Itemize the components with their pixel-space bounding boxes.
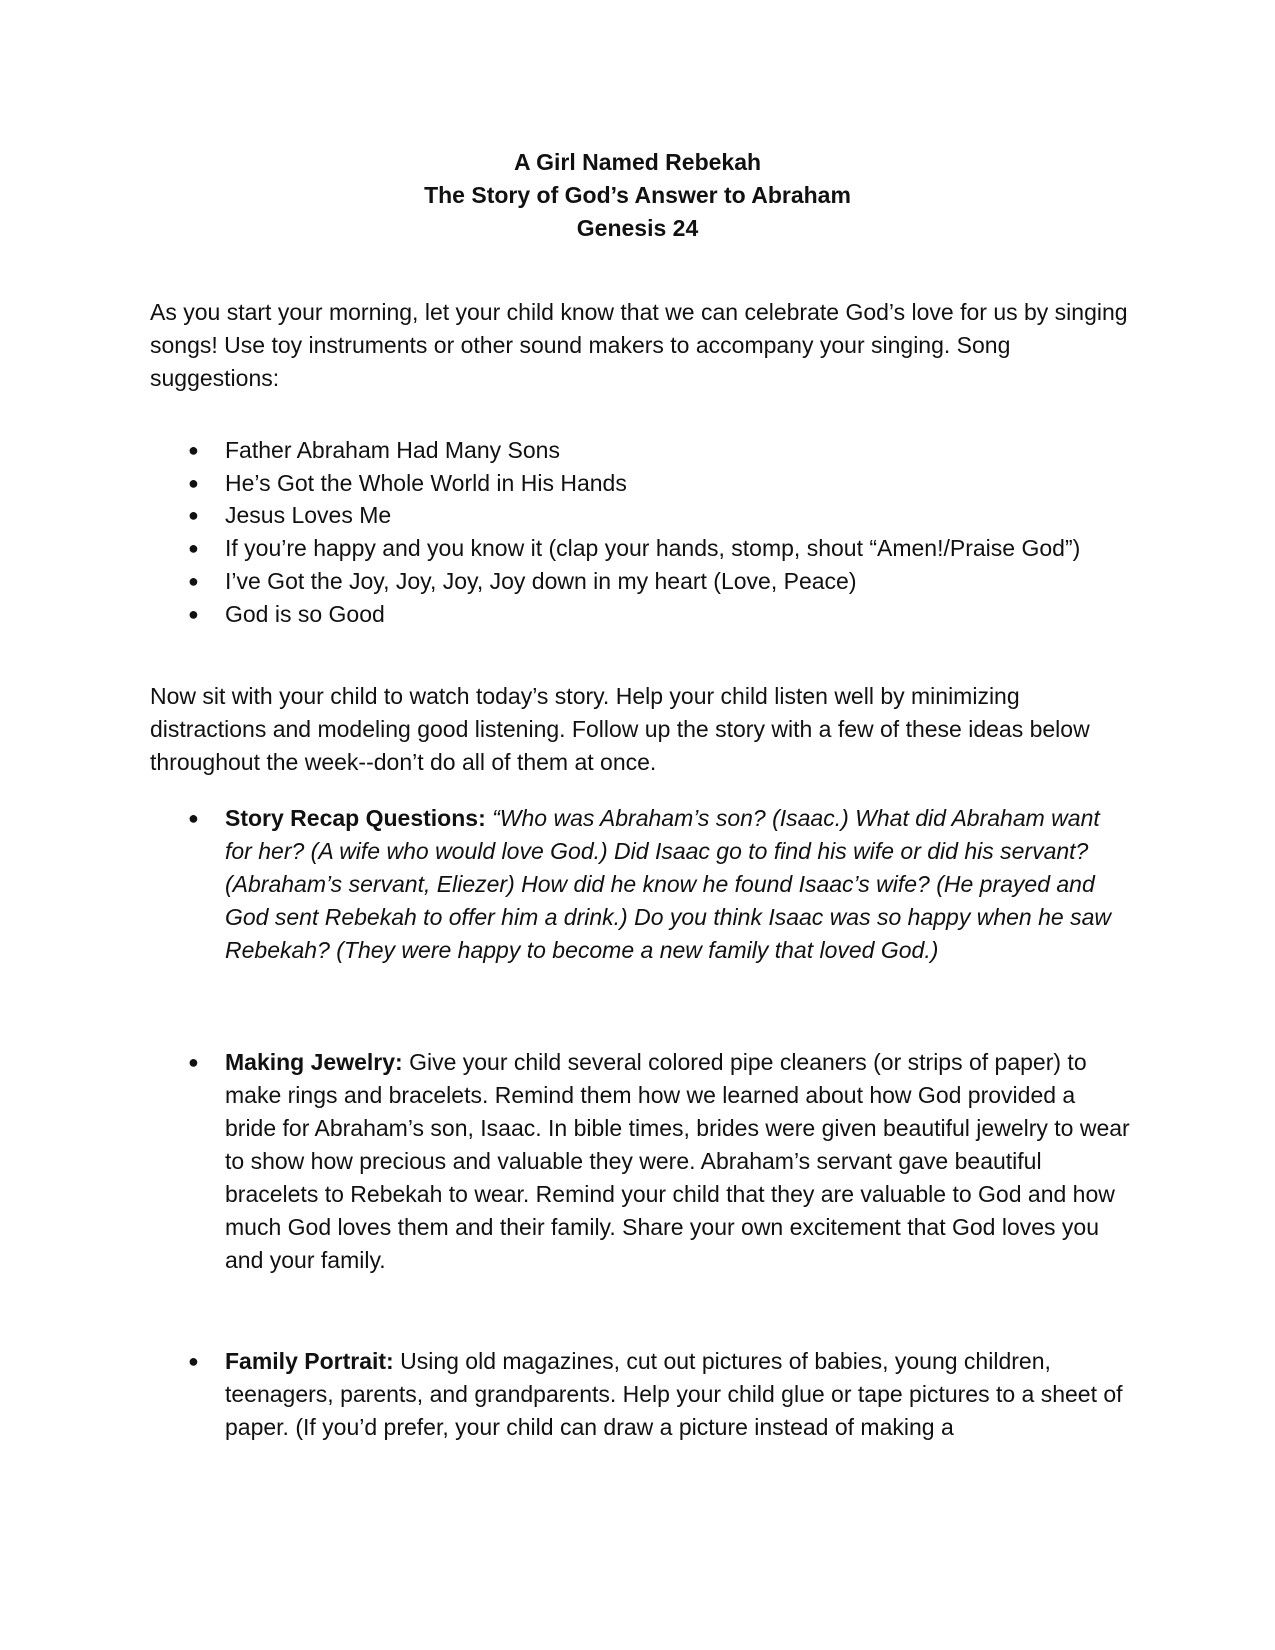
- activity-text: “Who was Abraham’s son? (Isaac.) What did Abraham want for her? (A wife who would love God.) Did Isaac go to find his wife or did his servant? (Abraham’s servant, Eliezer) How did he know he found Isaac’s wife? (He prayed and God sent Rebekah to offer him a drink.) Do you think Isaac was so happy when he saw Rebekah? (They were happy to become a new family that loved God.): [225, 805, 1111, 963]
- intro-paragraph: As you start your morning, let your child know that we can celebrate God’s love for us by singing songs! Use toy instruments or other sound makers to accompany your singing. Song suggestions:: [150, 299, 1128, 391]
- activity-story-recap: [150, 802, 1130, 967]
- bullet-icon: ●: [188, 808, 199, 828]
- bullet-icon: ●: [188, 604, 199, 624]
- activity-text: Using old magazines, cut out pictures of babies, young children, teenagers, parents, and grandparents. Help your child glue or tape pictures to a sheet of paper. (If you’d prefer, your child can draw a picture instead of making a: [225, 1348, 1123, 1440]
- activity-label: Family Portrait:: [225, 1348, 394, 1374]
- song-title: He’s Got the Whole World in His Hands: [225, 470, 627, 496]
- activity-label: Making Jewelry:: [225, 1049, 403, 1075]
- story-intro-paragraph: Now sit with your child to watch today’s story. Help your child listen well by minimizing distractions and modeling good listening. Follow up the story with a few of these ideas below throughout the week--don’t do all of them at once.: [150, 683, 1090, 775]
- bullet-icon: ●: [188, 1351, 199, 1371]
- document-title: A Girl Named Rebekah: [513, 149, 762, 175]
- list-item: [150, 598, 1130, 631]
- activity-text: Give your child several colored pipe cleaners (or strips of paper) to make rings and bracelets. Remind them how we learned about how God provided a bride for Abraham’s son, Isaac. In bible times, brides were given beautiful jewelry to wear to show how precious and valuable they were. Abraham’s servant gave beautiful bracelets to Rebekah to wear. Remind your child that they are valuable to God and how much God loves them and their family. Share your own excitement that God loves you and your family.: [225, 1049, 1130, 1273]
- list-item: [150, 532, 1130, 565]
- activity-family-portrait: [150, 1345, 1130, 1444]
- bullet-icon: ●: [188, 571, 199, 591]
- list-item: [150, 434, 1130, 467]
- song-title: Jesus Loves Me: [225, 502, 392, 528]
- bullet-icon: ●: [188, 473, 199, 493]
- song-title: God is so Good: [225, 601, 385, 627]
- list-item: [150, 565, 1130, 598]
- bullet-icon: ●: [188, 505, 199, 525]
- song-title: Father Abraham Had Many Sons: [225, 437, 560, 463]
- document-subtitle: The Story of God’s Answer to Abraham: [424, 182, 851, 208]
- bullet-icon: ●: [188, 538, 199, 558]
- activity-making-jewelry: [150, 1046, 1130, 1277]
- list-item: [150, 499, 1130, 532]
- list-item: [150, 467, 1130, 500]
- activity-label: Story Recap Questions:: [225, 805, 486, 831]
- song-title: I’ve Got the Joy, Joy, Joy, Joy down in my heart (Love, Peace): [225, 568, 857, 594]
- song-title: If you’re happy and you know it (clap your hands, stomp, shout “Amen!/Praise God”): [225, 535, 1081, 561]
- scripture-reference: Genesis 24: [576, 215, 699, 241]
- song-list: [150, 434, 1130, 631]
- bullet-icon: ●: [188, 440, 199, 460]
- bullet-icon: ●: [188, 1052, 199, 1072]
- title-block: [0, 146, 1275, 245]
